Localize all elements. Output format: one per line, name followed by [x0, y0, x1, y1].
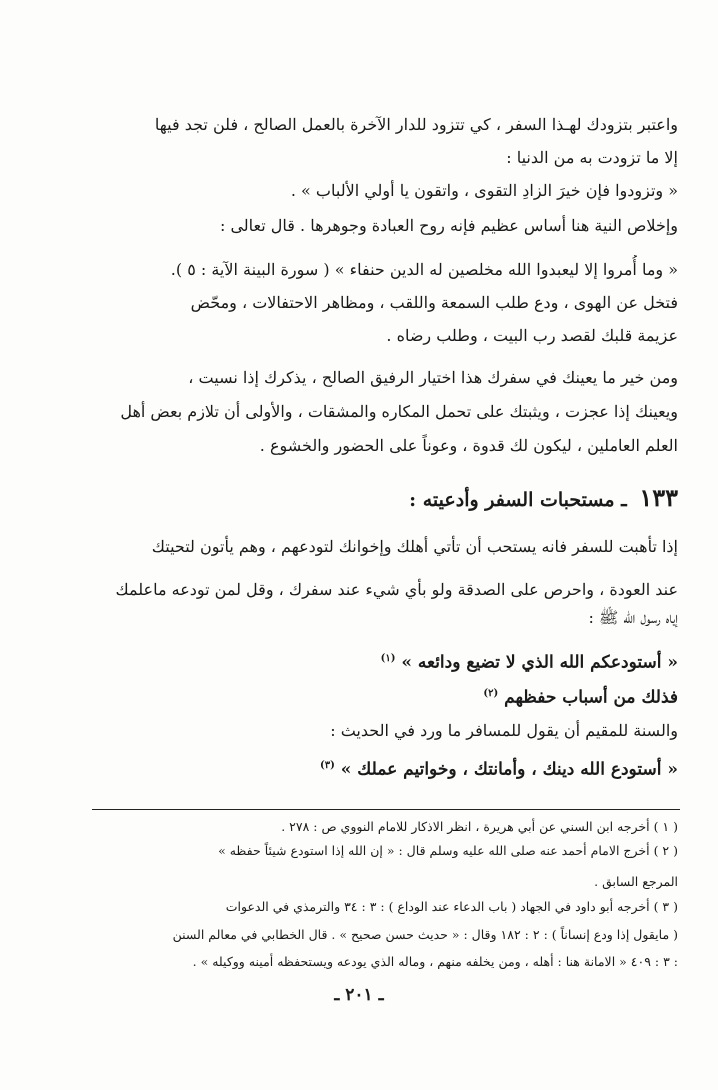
hifz-text: فذلك من أسباب حفظهم — [504, 687, 678, 708]
footnote-line: المرجع السابق . — [594, 874, 678, 889]
body-line-bold — [96, 679, 678, 713]
section-number: ١٣٣ — [639, 483, 678, 512]
body-line: ومن خير ما يعينك في سفرك هذا اختيار الرفيق الصالح ، يذكرك إذا نسيت ، — [188, 368, 678, 387]
dua-text: « أستودعكم الله الذي لا تضيع ودائعه » — [401, 652, 678, 673]
body-line: العلم العاملين ، ليكون لك قدوة ، وعوناً على الحضور والخشوع . — [259, 436, 678, 455]
body-line: وإخلاص النية هنا أساس عظيم فإنه روح العبادة وجوهرها . قال تعالى : — [219, 216, 678, 235]
dua-text: « أستودع الله دينك ، وأمانتك ، وخواتيم عملك » — [340, 759, 678, 780]
body-line: عزيمة قلبك لقصد رب البيت ، وطلب رضاه . — [386, 326, 678, 345]
footnote-marker: (١) — [380, 653, 396, 664]
footnote-line: ( ٣ ) أخرجه أبو داود في الجهاد ( باب الدعاء عند الوداع ) : ٣ : ٣٤ والترمذي في الدعوات — [225, 899, 678, 914]
body-line: إذا تأهبت للسفر فانه يستحب أن تأتي أهلك وإخوانك لتودعهم ، وهم يأتون لتحيتك — [151, 537, 678, 556]
footnote-line: ( مايقول إذا ودع إنساناً ) : ٢ : ١٨٢ وقال : « حديث حسن صحيح » . قال الخطابي في معالم السنن — [172, 927, 678, 942]
body-line: واعتبر بتزودك لهـذا السفر ، كي تتزود للدار الآخرة بالعمل الصالح ، فلن تجد فيها — [154, 115, 678, 134]
section-title: ـ مستحبات السفر وأدعيته : — [409, 489, 627, 511]
footnote-divider — [92, 809, 680, 810]
footnote-line: : ٣ : ٤٠٩ « الامانة هنا : أهله ، ومن يخلفه منهم ، وماله الذي يودعه ويستحفظه أمينه ووكيله » . — [192, 954, 678, 969]
page-number: ـ ٢٠١ ـ — [334, 985, 384, 1005]
body-line: والسنة للمقيم أن يقول للمسافر ما ورد في الحديث : — [330, 721, 678, 740]
body-line: إلا ما تزودت به من الدنيا : — [506, 148, 678, 167]
body-line: إياه رسول الله ﷺ : — [588, 608, 678, 627]
quran-verse-line: « وتزودوا فإن خيرَ الزادِ التقوى ، واتقون يا أولي الألباب » . — [290, 181, 678, 200]
footnote-marker: (٢) — [483, 688, 499, 699]
dua-quote — [96, 751, 678, 785]
body-line: ويعينك إذا عجزت ، ويثبتك على تحمل المكاره والمشقات ، والأولى أن تلازم بعض أهل — [120, 402, 678, 421]
body-line: فتخل عن الهوى ، ودع طلب السمعة واللقب ، ومظاهر الاحتفالات ، ومحّض — [190, 293, 678, 312]
footnote-marker: (٣) — [320, 760, 335, 771]
section-heading — [96, 483, 678, 515]
footnote-line: ( ٢ ) أخرج الامام أحمد عنه صلى الله عليه وسلم قال : « إن الله إذا استودع شيئاً حفظه » — [218, 843, 678, 858]
body-line: عند العودة ، واحرص على الصدقة ولو بأي شيء عند سفرك ، وقل لمن تودعه ماعلمك — [115, 580, 678, 599]
dua-quote — [96, 644, 678, 678]
footnote-line: ( ١ ) أخرجه ابن السني عن أبي هريرة ، انظر الاذكار للامام النووي ص : ٢٧٨ . — [281, 819, 678, 834]
quran-verse-line: « وما أُمروا إلا ليعبدوا الله مخلصين له الدين حنفاء » ( سورة البينة الآية : ٥ ). — [170, 260, 678, 279]
